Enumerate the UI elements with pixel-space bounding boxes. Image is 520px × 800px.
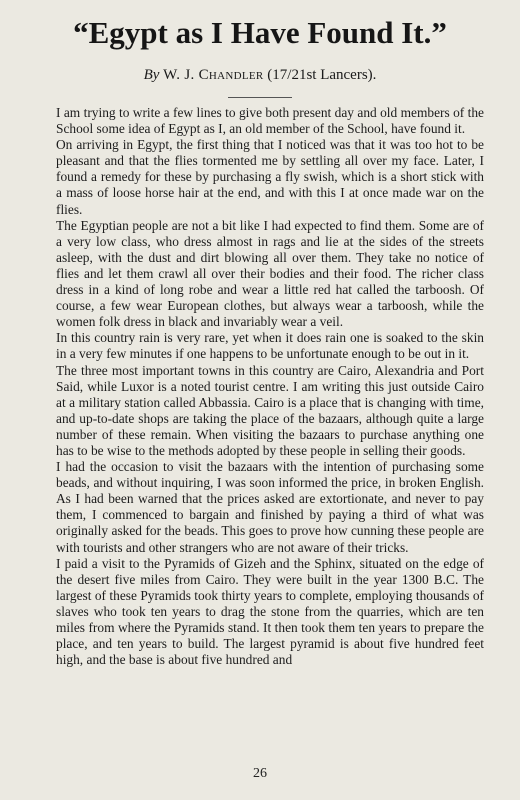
byline <box>0 66 520 84</box>
title-divider <box>228 97 292 98</box>
article-title: “Egypt as I Have Found It.” <box>73 15 447 50</box>
paragraph-5: The three most important towns in this country are Cairo, Alexandria and Port Said, while Luxor is a noted tourist centre. I am writing this just outside Cairo at a military station called Abbassia. Cairo is a place that is changing with time, and up-to-date shops are taking the place of the bazaars, although quite a large number of these remain. When visiting the bazaars to purchase anything one has to be wise to the methods adopted by these people in selling their goods. <box>56 362 484 458</box>
paragraph-7: I paid a visit to the Pyramids of Gizeh and the Sphinx, situated on the edge of the desert five miles from Cairo. They were built in the year 1300 B.C. The largest of these Pyramids took thirty years to complete, employing thousands of slaves who took ten years to drag the stone from the quarries, which are ten miles from where the Pyramids stand. It then took them ten years to prepare the place, and ten years to build. The largest pyramid is about five hundred feet high, and the base is about five hundred and <box>56 555 484 668</box>
byline-author: W. J. Chandler <box>163 67 264 83</box>
page-number: 26 <box>253 766 267 781</box>
paragraph-6: I had the occasion to visit the bazaars with the intention of purchasing some beads, and without inquiring, I was soon informed the price, in broken English. As I had been warned that the prices asked are extortionate, and never to pay them, I commenced to bargain and finished by paying a third of what was originally asked for the beads. This goes to prove how cunning these people are with tourists and other strangers who are not aware of their tricks. <box>56 459 484 555</box>
paragraph-1: I am trying to write a few lines to give both present day and old members of the School some idea of Egypt as I, an old member of the School, have found it. <box>56 105 484 137</box>
paragraph-4: In this country rain is very rare, yet when it does rain one is soaked to the skin in a very few minutes if one happens to be unfortunate enough to be out in it. <box>56 330 484 362</box>
paragraph-3: The Egyptian people are not a bit like I had expected to find them. Some are of a very low class, who dress almost in rags and lie at the sides of the streets asleep, with the dust and dirt blowing all over them. They take no notice of flies and let them crawl all over their bodies and their food. The richer class dress in a kind of long robe and wear a little red hat called the tarboosh. Of course, a few wear European clothes, but always wear a tarboosh, while the women folk dress in black and invariably wear a veil. <box>56 217 484 330</box>
article-body <box>56 105 484 668</box>
byline-by: By <box>143 67 160 83</box>
byline-regiment: (17/21st Lancers). <box>267 67 377 83</box>
paragraph-2: On arriving in Egypt, the first thing that I noticed was that it was too hot to be pleasant and that the flies tormented me by settling all over my face. Later, I found a remedy for these by purchasing a fly swish, which is a short stick with a mass of loose horse hair at the end, and with this I at once made war on the flies. <box>56 137 484 217</box>
